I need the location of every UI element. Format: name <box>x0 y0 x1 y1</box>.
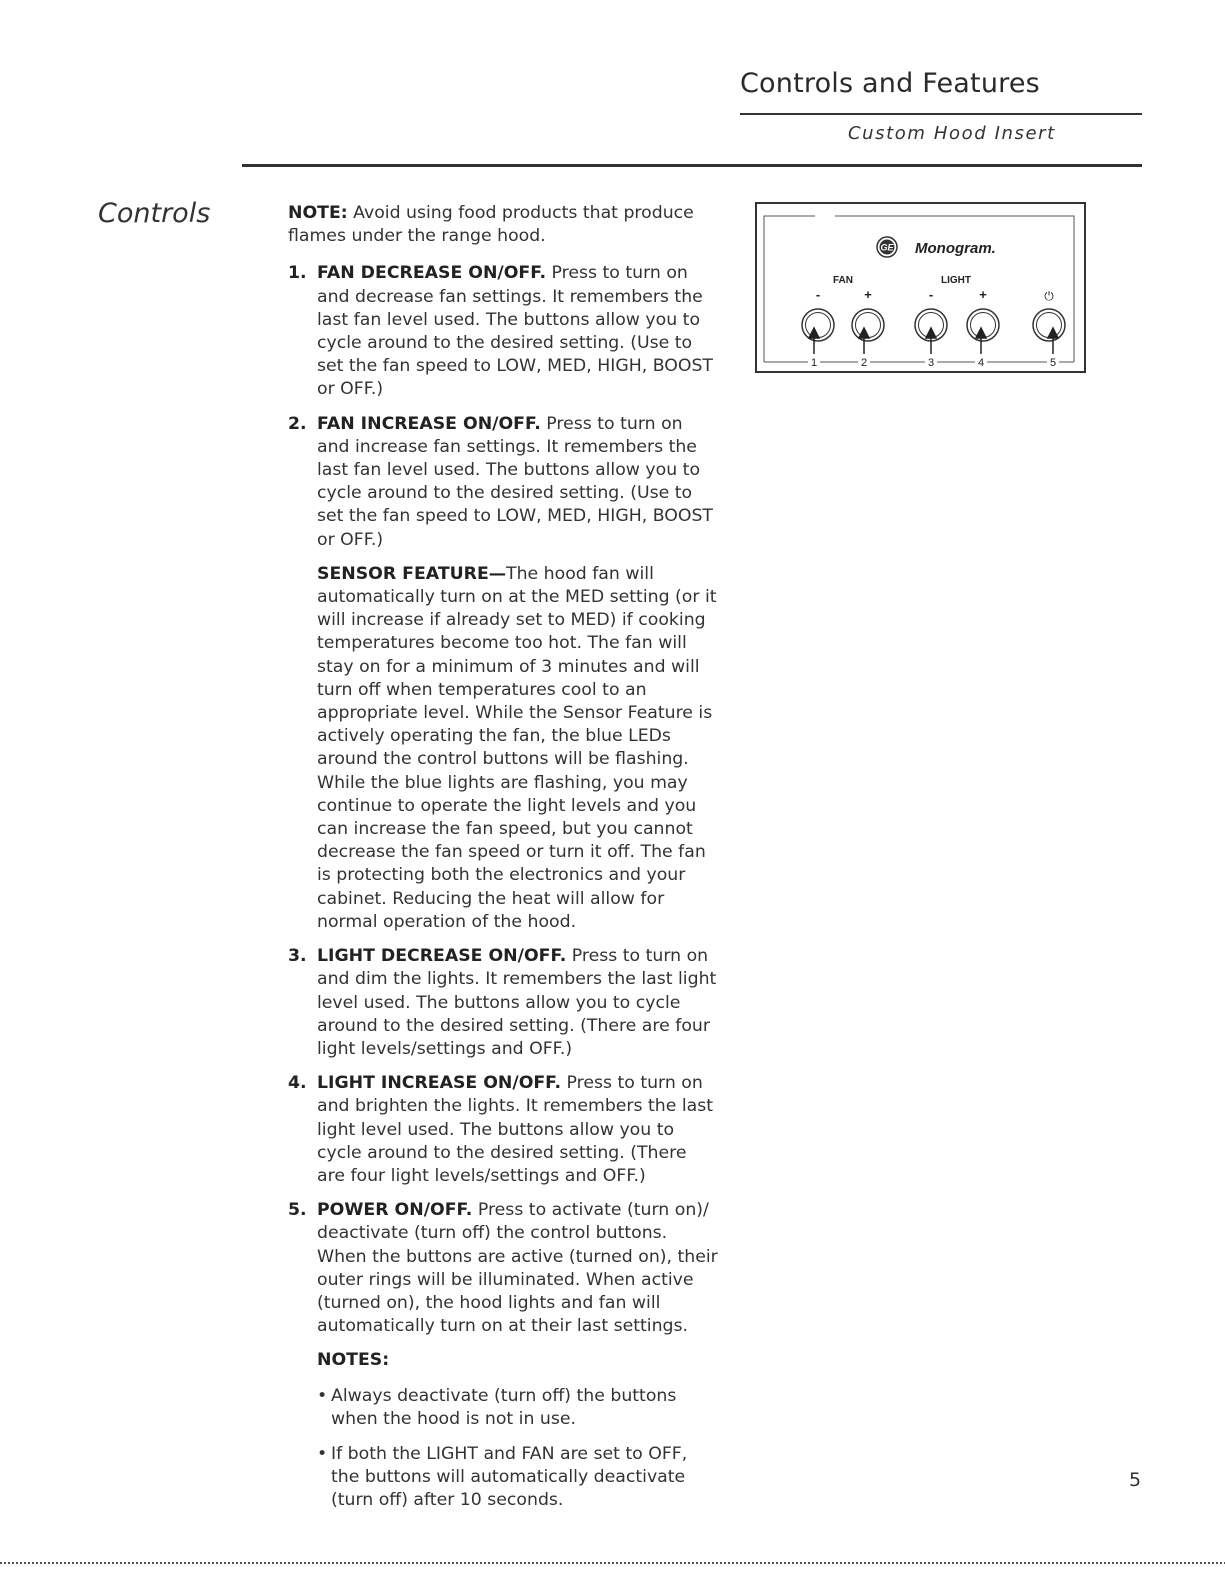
item-number: 3. <box>288 946 307 967</box>
callout-number: 1 <box>810 357 818 369</box>
control-item-light-decrease <box>288 945 718 1061</box>
note-intro <box>288 202 718 248</box>
note-text: Avoid using food products that produce flames under the range hood. <box>288 203 694 247</box>
ge-logo-icon <box>877 237 897 257</box>
bottom-rule <box>0 1562 1225 1564</box>
page-number: 5 <box>1129 1469 1142 1491</box>
section-divider <box>242 164 1142 167</box>
item-text: Press to turn on and dim the lights. It remembers the last light level used. The buttons allow you to cycle around to the desired setting. (There are four light levels/settings and OFF.) <box>317 946 717 1059</box>
notes-bullet <box>288 1443 718 1513</box>
sensor-title: SENSOR FEATURE— <box>317 563 507 584</box>
power-icon: ⏻ <box>1044 289 1054 303</box>
item-text: Press to turn on and brighten the lights. It remembers the last light level used. The buttons allow you to cycle around to the desired setting. (There are four light levels/settings and OFF.) <box>317 1073 714 1186</box>
item-number: 1. <box>288 263 307 284</box>
header-rule <box>740 113 1142 115</box>
note-label: NOTE: <box>288 203 348 223</box>
item-text: Press to turn on and increase fan settings. It remembers the last fan level used. The buttons allow you to cycle around to the desired setting. (Use to set the fan speed to LOW, MED, HIGH, BOOST or OFF.) <box>317 413 713 550</box>
control-item-fan-increase <box>288 413 718 552</box>
fan-minus-symbol: - <box>815 287 821 302</box>
sensor-feature <box>288 563 718 934</box>
bullet-dot: • <box>317 1385 328 1406</box>
item-text: Press to turn on and decrease fan settings. It remembers the last fan level used. The buttons allow you to cycle around to the desired setting. (Use to set the fan speed to LOW, MED, HIGH, BOOST or OFF.) <box>317 263 713 400</box>
light-plus-symbol: + <box>979 287 987 302</box>
item-title: LIGHT DECREASE ON/OFF. <box>317 946 567 967</box>
controls-content <box>288 202 718 1525</box>
control-item-light-increase <box>288 1072 718 1188</box>
control-panel-diagram <box>755 202 1087 374</box>
sensor-text: The hood fan will automatically turn on at the MED setting (or it will increase if already set to MED) if cooking temperatures become too hot. The fan will stay on for a minimum of 3 minutes and will turn off when temperatures cool to an appropriate level. While the Sensor Feature is actively operating the fan, the blue LEDs around the control buttons will be flashing. While the blue lights are flashing, you may continue to operate the light levels and you can increase the fan speed, but you cannot decrease the fan speed or turn it off. The fan is protecting both the electronics and your cabinet. Reducing the heat will allow for normal operation of the hood. <box>317 563 717 932</box>
panel-outer-frame <box>756 203 1085 372</box>
bullet-dot: • <box>317 1443 328 1464</box>
item-title: FAN DECREASE ON/OFF. <box>317 263 547 284</box>
section-title: Controls <box>98 198 211 229</box>
callout-number: 3 <box>927 357 935 369</box>
light-minus-symbol: - <box>928 287 934 302</box>
header-title: Controls and Features <box>740 68 1040 99</box>
light-label: LIGHT <box>941 275 971 286</box>
item-title: FAN INCREASE ON/OFF. <box>317 413 541 434</box>
bullet-text: If both the LIGHT and FAN are set to OFF, the buttons will automatically deactivate (turn off) after 10 seconds. <box>331 1443 688 1511</box>
callout-number: 5 <box>1049 357 1057 369</box>
fan-label: FAN <box>833 275 853 286</box>
svg-text:GE: GE <box>880 242 894 253</box>
callout-number: 2 <box>860 357 868 369</box>
control-item-power <box>288 1199 718 1338</box>
header-subtitle: Custom Hood Insert <box>848 123 1056 144</box>
item-title: POWER ON/OFF. <box>317 1200 473 1221</box>
control-item-fan-decrease <box>288 262 718 401</box>
item-number: 2. <box>288 413 307 434</box>
item-text: Press to activate (turn on)/ deactivate (turn off) the control buttons. When the buttons are active (turned on), their outer rings will be illuminated. When active (turned on), the hood lights and fan will automatically turn on at their last settings. <box>317 1200 718 1337</box>
callout-number: 4 <box>977 357 985 369</box>
item-number: 4. <box>288 1073 307 1094</box>
item-number: 5. <box>288 1200 307 1221</box>
notes-heading: NOTES: <box>317 1350 390 1371</box>
brand-name: Monogram. <box>915 240 996 257</box>
panel-inner-border <box>764 216 1074 362</box>
item-title: LIGHT INCREASE ON/OFF. <box>317 1073 562 1094</box>
bullet-text: Always deactivate (turn off) the buttons when the hood is not in use. <box>331 1385 677 1429</box>
fan-plus-symbol: + <box>864 287 872 302</box>
notes-bullet <box>288 1385 718 1431</box>
